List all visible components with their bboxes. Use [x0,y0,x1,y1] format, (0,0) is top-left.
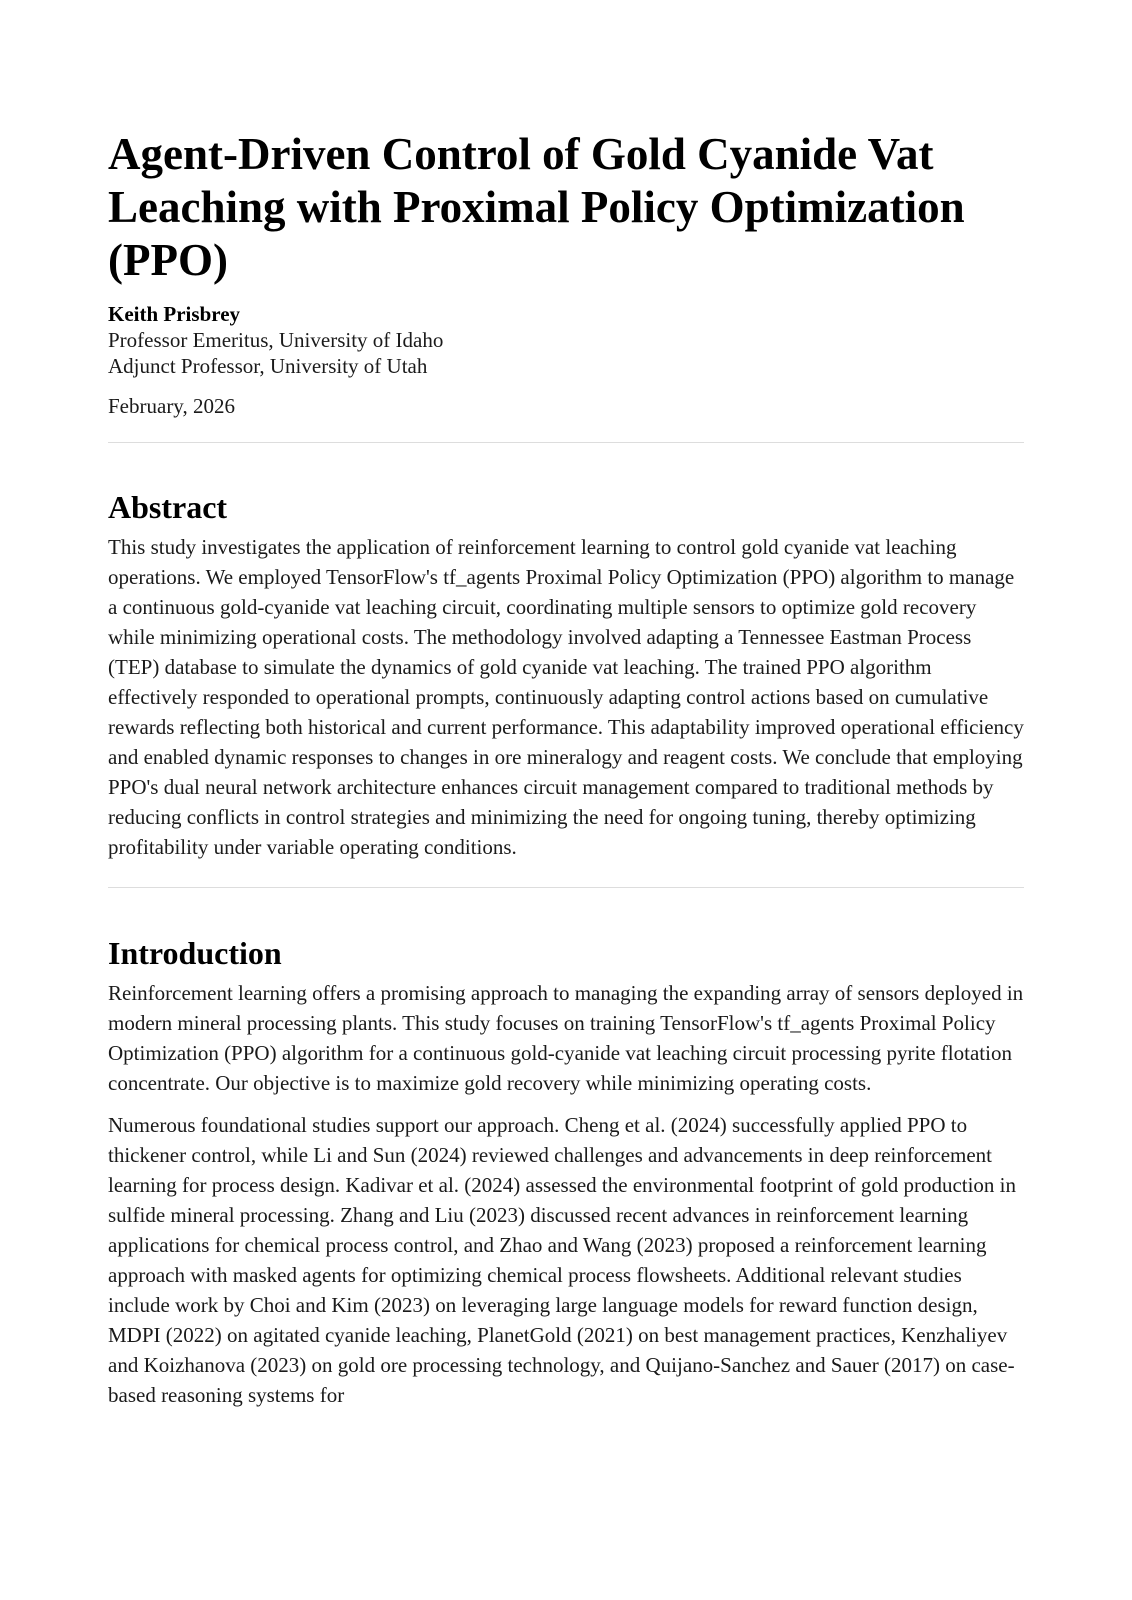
paper-title [108,128,1024,287]
abstract-text: This study investigates the application of reinforcement learning to control gold cyanide vat leaching operations. We employed TensorFlow's tf_agents Proximal Policy Optimization (PPO) algorithm to manage a continuous gold-cyanide vat leaching circuit, coordinating multiple sensors to optimize gold recovery while minimizing operational costs. The methodology involved adapting a Tennessee Eastman Process (TEP) database to simulate the dynamics of gold cyanide vat leaching. The trained PPO algorithm effectively responded to operational prompts, continuously adapting control actions based on cumulative rewards reflecting both historical and current performance. This adaptability improved operational efficiency and enabled dynamic responses to changes in ore mineralogy and reagent costs. We conclude that employing PPO's dual neural network architecture enhances circuit management compared to traditional methods by reducing conflicts in control strategies and minimizing the need for ongoing tuning, thereby optimizing profitability under variable operating conditions. [108,535,1024,859]
paper-page [108,128,1024,1410]
abstract-heading: Abstract [108,489,228,525]
affiliation-idaho: Professor Emeritus, University of Idaho [108,328,444,352]
header-divider [108,442,1024,443]
publication-date: February, 2026 [108,394,235,418]
introduction-heading: Introduction [108,935,282,971]
abstract-divider [108,887,1024,888]
title-line-1: Agent-Driven Control of Gold Cyanide Vat [108,129,934,179]
affiliation-utah: Adjunct Professor, University of Utah [108,354,428,378]
title-line-2: Leaching with Proximal Policy Optimization [108,182,965,232]
title-line-3: (PPO) [108,235,228,285]
introduction-paragraph-1: Reinforcement learning offers a promising approach to managing the expanding array of sensors deployed in modern mineral processing plants. This study focuses on training TensorFlow's tf_agents Proximal Policy Optimization (PPO) algorithm for a continuous gold-cyanide vat leaching circuit processing pyrite flotation concentrate. Our objective is to maximize gold recovery while minimizing operating costs. [108,981,1024,1095]
introduction-paragraph-2: Numerous foundational studies support our approach. Cheng et al. (2024) successfully applied PPO to thickener control, while Li and Sun (2024) reviewed challenges and advancements in deep reinforcement learning for process design. Kadivar et al. (2024) assessed the environmental footprint of gold production in sulfide mineral processing. Zhang and Liu (2023) discussed recent advances in reinforcement learning applications for chemical process control, and Zhao and Wang (2023) proposed a reinforcement learning approach with masked agents for optimizing chemical process flowsheets. Additional relevant studies include work by Choi and Kim (2023) on leveraging large language models for reward function design, MDPI (2022) on agitated cyanide leaching, PlanetGold (2021) on best management practices, Kenzhaliyev and Koizhanova (2023) on gold ore processing technology, and Quijano-Sanchez and Sauer (2017) on case-based reasoning systems for [108,1113,1017,1407]
author-name: Keith Prisbrey [108,302,241,326]
